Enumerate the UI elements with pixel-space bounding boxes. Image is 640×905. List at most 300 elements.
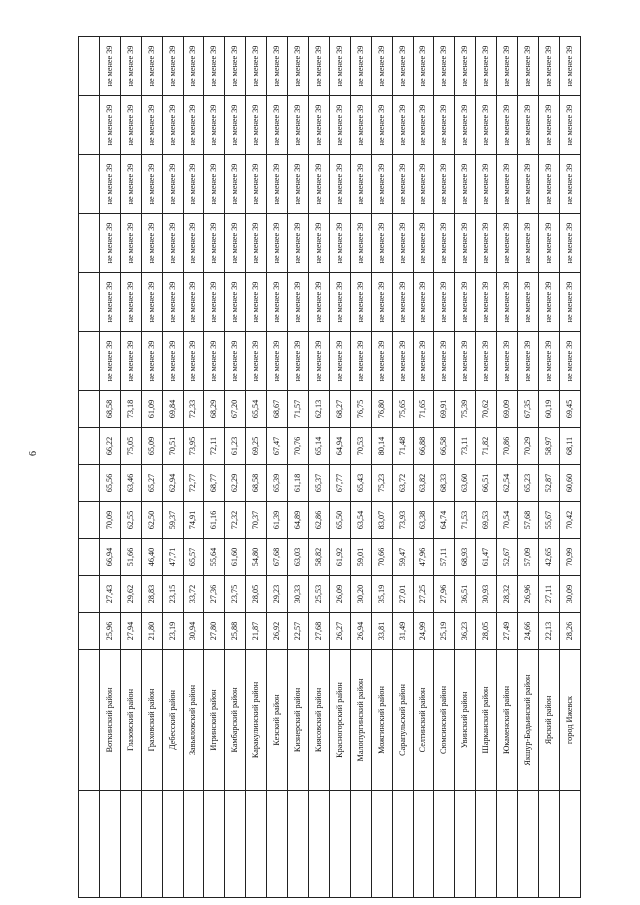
cell-value: 68,29 bbox=[209, 399, 219, 419]
table-cell bbox=[371, 428, 392, 465]
table-cell bbox=[120, 613, 141, 650]
district-name: Каракулинский район bbox=[251, 681, 261, 759]
table-cell bbox=[538, 650, 559, 791]
table-cell bbox=[371, 539, 392, 576]
cell-value: 61,09 bbox=[146, 399, 156, 419]
cell-value: 36,51 bbox=[460, 584, 470, 604]
table-cell bbox=[392, 155, 413, 214]
cell-value: 24,66 bbox=[522, 621, 532, 641]
blank-cell bbox=[79, 791, 100, 898]
target-value: не менее 39 bbox=[501, 281, 511, 323]
cell-value: 69,84 bbox=[167, 399, 177, 419]
cell-value: 26,09 bbox=[334, 584, 344, 604]
blank-cell bbox=[79, 465, 100, 502]
table-cell bbox=[392, 428, 413, 465]
target-value: не менее 39 bbox=[313, 104, 323, 146]
table-cell bbox=[538, 273, 559, 332]
table-cell bbox=[518, 539, 539, 576]
target-value: не менее 39 bbox=[104, 222, 114, 264]
table-cell bbox=[246, 332, 267, 391]
table-cell bbox=[538, 539, 559, 576]
table-cell bbox=[141, 428, 162, 465]
district-name: Шарканский район bbox=[481, 686, 491, 754]
target-value: не менее 39 bbox=[397, 104, 407, 146]
table-cell bbox=[518, 273, 539, 332]
table-band-target bbox=[79, 214, 581, 273]
cell-value: 67,77 bbox=[334, 473, 344, 493]
table-cell bbox=[559, 502, 580, 539]
cell-value: 24,99 bbox=[418, 621, 428, 641]
cell-value: 63,54 bbox=[355, 510, 365, 530]
cell-value: 28,05 bbox=[251, 584, 261, 604]
cell-value: 67,35 bbox=[522, 399, 532, 419]
table-cell bbox=[559, 465, 580, 502]
table-cell bbox=[392, 791, 413, 898]
table-cell bbox=[559, 37, 580, 96]
table-cell bbox=[204, 37, 225, 96]
blank-cell bbox=[79, 502, 100, 539]
table-cell bbox=[162, 273, 183, 332]
table-cell bbox=[497, 428, 518, 465]
table-cell bbox=[308, 214, 329, 273]
cell-value: 66,88 bbox=[418, 436, 428, 456]
target-value: не менее 39 bbox=[125, 222, 135, 264]
target-value: не менее 39 bbox=[564, 45, 574, 87]
cell-value: 69,09 bbox=[501, 399, 511, 419]
table-cell bbox=[392, 465, 413, 502]
target-value: не менее 39 bbox=[104, 104, 114, 146]
table-cell bbox=[99, 791, 120, 898]
cell-value: 26,27 bbox=[334, 621, 344, 641]
target-value: не менее 39 bbox=[209, 163, 219, 205]
table-cell bbox=[204, 791, 225, 898]
target-value: не менее 39 bbox=[292, 281, 302, 323]
table-cell bbox=[518, 214, 539, 273]
cell-value: 68,93 bbox=[460, 547, 470, 567]
table-cell bbox=[183, 502, 204, 539]
table-cell bbox=[308, 539, 329, 576]
table-cell bbox=[350, 613, 371, 650]
cell-value: 26,96 bbox=[522, 584, 532, 604]
table-cell bbox=[183, 96, 204, 155]
table-cell bbox=[120, 37, 141, 96]
cell-value: 72,11 bbox=[209, 436, 219, 456]
target-value: не менее 39 bbox=[376, 163, 386, 205]
table-cell bbox=[518, 502, 539, 539]
cell-value: 27,68 bbox=[313, 621, 323, 641]
target-value: не менее 39 bbox=[564, 163, 574, 205]
table-cell bbox=[392, 214, 413, 273]
table-cell bbox=[308, 391, 329, 428]
table-cell bbox=[120, 576, 141, 613]
cell-value: 65,57 bbox=[188, 547, 198, 567]
target-value: не менее 39 bbox=[104, 340, 114, 382]
target-value: не менее 39 bbox=[209, 45, 219, 87]
table-cell bbox=[371, 502, 392, 539]
table-cell bbox=[371, 650, 392, 791]
table-cell bbox=[267, 650, 288, 791]
target-value: не менее 39 bbox=[418, 163, 428, 205]
table-cell bbox=[559, 613, 580, 650]
district-name: Игринский район bbox=[209, 689, 219, 751]
target-value: не менее 39 bbox=[272, 163, 282, 205]
table-cell bbox=[392, 37, 413, 96]
cell-value: 71,65 bbox=[418, 399, 428, 419]
table-band-target bbox=[79, 96, 581, 155]
target-value: не менее 39 bbox=[481, 340, 491, 382]
cell-value: 70,09 bbox=[104, 510, 114, 530]
table-cell bbox=[413, 502, 434, 539]
cell-value: 64,74 bbox=[439, 510, 449, 530]
table-cell bbox=[246, 465, 267, 502]
cell-value: 76,75 bbox=[355, 399, 365, 419]
table-cell bbox=[476, 214, 497, 273]
table-cell bbox=[288, 613, 309, 650]
target-value: не менее 39 bbox=[376, 340, 386, 382]
table-cell bbox=[350, 650, 371, 791]
table-cell bbox=[518, 791, 539, 898]
cell-value: 70,51 bbox=[167, 436, 177, 456]
table-cell bbox=[559, 539, 580, 576]
table-cell bbox=[392, 391, 413, 428]
target-value: не менее 39 bbox=[564, 104, 574, 146]
table-cell bbox=[183, 214, 204, 273]
cell-value: 65,54 bbox=[251, 399, 261, 419]
table-cell bbox=[434, 428, 455, 465]
table-cell bbox=[99, 273, 120, 332]
table-cell bbox=[120, 502, 141, 539]
cell-value: 68,58 bbox=[104, 399, 114, 419]
table-cell bbox=[413, 650, 434, 791]
table-band-target bbox=[79, 273, 581, 332]
table-cell bbox=[455, 465, 476, 502]
table-cell bbox=[204, 650, 225, 791]
district-name: Сюмсинский район bbox=[439, 685, 449, 755]
table-cell bbox=[434, 155, 455, 214]
table-cell bbox=[392, 539, 413, 576]
table-cell bbox=[246, 391, 267, 428]
table-cell bbox=[329, 465, 350, 502]
cell-value: 70,86 bbox=[501, 436, 511, 456]
table-cell bbox=[559, 576, 580, 613]
table-cell bbox=[371, 273, 392, 332]
cell-value: 29,23 bbox=[272, 584, 282, 604]
cell-value: 72,33 bbox=[188, 399, 198, 419]
cell-value: 65,50 bbox=[334, 510, 344, 530]
table-cell bbox=[392, 576, 413, 613]
target-value: не менее 39 bbox=[188, 104, 198, 146]
cell-value: 68,11 bbox=[564, 436, 574, 456]
table-cell bbox=[559, 428, 580, 465]
cell-value: 27,11 bbox=[543, 584, 553, 604]
table-cell bbox=[455, 214, 476, 273]
cell-value: 28,05 bbox=[481, 621, 491, 641]
table-cell bbox=[288, 214, 309, 273]
cell-value: 71,48 bbox=[397, 436, 407, 456]
table-cell bbox=[267, 96, 288, 155]
table-cell bbox=[267, 502, 288, 539]
target-value: не менее 39 bbox=[292, 163, 302, 205]
table-cell bbox=[162, 465, 183, 502]
cell-value: 36,23 bbox=[460, 621, 470, 641]
table-cell bbox=[225, 37, 246, 96]
cell-value: 70,42 bbox=[564, 510, 574, 530]
target-value: не менее 39 bbox=[313, 340, 323, 382]
table-cell bbox=[141, 502, 162, 539]
table-cell bbox=[371, 37, 392, 96]
table-cell bbox=[518, 155, 539, 214]
target-value: не менее 39 bbox=[543, 281, 553, 323]
table-cell bbox=[329, 391, 350, 428]
cell-value: 22,13 bbox=[543, 621, 553, 641]
cell-value: 62,50 bbox=[146, 510, 156, 530]
table-cell bbox=[518, 428, 539, 465]
table-cell bbox=[225, 650, 246, 791]
cell-value: 23,75 bbox=[230, 584, 240, 604]
table-cell bbox=[267, 214, 288, 273]
table-cell bbox=[162, 539, 183, 576]
cell-value: 52,87 bbox=[543, 473, 553, 493]
cell-value: 61,47 bbox=[481, 547, 491, 567]
target-value: не менее 39 bbox=[188, 281, 198, 323]
table-cell bbox=[308, 502, 329, 539]
cell-value: 70,54 bbox=[501, 510, 511, 530]
target-value: не менее 39 bbox=[230, 104, 240, 146]
table-cell bbox=[162, 332, 183, 391]
table-cell bbox=[204, 273, 225, 332]
target-value: не менее 39 bbox=[418, 45, 428, 87]
target-value: не менее 39 bbox=[146, 222, 156, 264]
table-cell bbox=[246, 613, 267, 650]
table-cell bbox=[329, 428, 350, 465]
table-cell bbox=[99, 391, 120, 428]
cell-value: 76,80 bbox=[376, 399, 386, 419]
table-cell bbox=[308, 96, 329, 155]
table-cell bbox=[371, 613, 392, 650]
table-cell bbox=[329, 539, 350, 576]
table-cell bbox=[288, 539, 309, 576]
target-value: не менее 39 bbox=[522, 340, 532, 382]
table-cell bbox=[538, 465, 559, 502]
cell-value: 61,60 bbox=[230, 547, 240, 567]
table-cell bbox=[392, 273, 413, 332]
table-cell bbox=[434, 539, 455, 576]
cell-value: 63,82 bbox=[418, 473, 428, 493]
cell-value: 27,36 bbox=[209, 584, 219, 604]
target-value: не менее 39 bbox=[355, 281, 365, 323]
table-cell bbox=[434, 37, 455, 96]
table-cell bbox=[455, 428, 476, 465]
table-cell bbox=[329, 155, 350, 214]
table-band-val bbox=[79, 391, 581, 428]
table-cell bbox=[141, 96, 162, 155]
cell-value: 25,53 bbox=[313, 584, 323, 604]
target-value: не менее 39 bbox=[209, 222, 219, 264]
cell-value: 69,25 bbox=[251, 436, 261, 456]
target-value: не менее 39 bbox=[334, 45, 344, 87]
cell-value: 47,71 bbox=[167, 547, 177, 567]
cell-value: 27,01 bbox=[397, 584, 407, 604]
target-value: не менее 39 bbox=[125, 163, 135, 205]
target-value: не менее 39 bbox=[376, 45, 386, 87]
table-cell bbox=[99, 428, 120, 465]
table-cell bbox=[162, 650, 183, 791]
cell-value: 64,89 bbox=[292, 510, 302, 530]
table-cell bbox=[141, 650, 162, 791]
table-cell bbox=[288, 155, 309, 214]
cell-value: 65,39 bbox=[272, 473, 282, 493]
table-cell bbox=[204, 332, 225, 391]
target-value: не менее 39 bbox=[397, 45, 407, 87]
cell-value: 30,20 bbox=[355, 584, 365, 604]
table-cell bbox=[455, 96, 476, 155]
table-cell bbox=[99, 465, 120, 502]
table-grid bbox=[78, 36, 581, 898]
target-value: не менее 39 bbox=[397, 340, 407, 382]
table-cell bbox=[350, 428, 371, 465]
table-cell bbox=[371, 791, 392, 898]
table-cell bbox=[225, 332, 246, 391]
target-value: не менее 39 bbox=[564, 340, 574, 382]
table-cell bbox=[246, 428, 267, 465]
cell-value: 65,37 bbox=[313, 473, 323, 493]
table-cell bbox=[476, 791, 497, 898]
district-name: Селтинский район bbox=[418, 687, 428, 753]
district-name: Ярский район bbox=[543, 695, 553, 745]
table-cell bbox=[476, 155, 497, 214]
table-cell bbox=[434, 465, 455, 502]
table-cell bbox=[99, 37, 120, 96]
cell-value: 60,60 bbox=[564, 473, 574, 493]
district-name: Кизнерский район bbox=[292, 687, 302, 753]
table-cell bbox=[120, 155, 141, 214]
target-value: не менее 39 bbox=[397, 163, 407, 205]
table-cell bbox=[538, 96, 559, 155]
table-cell bbox=[183, 332, 204, 391]
table-cell bbox=[455, 791, 476, 898]
cell-value: 67,47 bbox=[272, 436, 282, 456]
table-cell bbox=[162, 428, 183, 465]
target-value: не менее 39 bbox=[230, 163, 240, 205]
table-cell bbox=[559, 650, 580, 791]
cell-value: 26,92 bbox=[272, 621, 282, 641]
table-cell bbox=[141, 273, 162, 332]
table-cell bbox=[497, 465, 518, 502]
cell-value: 80,14 bbox=[376, 436, 386, 456]
table-cell bbox=[308, 428, 329, 465]
district-name: город Ижевск bbox=[564, 696, 574, 744]
cell-value: 59,37 bbox=[167, 510, 177, 530]
target-value: не менее 39 bbox=[167, 222, 177, 264]
cell-value: 69,91 bbox=[439, 399, 449, 419]
cell-value: 57,09 bbox=[522, 547, 532, 567]
table-cell bbox=[455, 391, 476, 428]
target-value: не менее 39 bbox=[418, 281, 428, 323]
cell-value: 65,23 bbox=[522, 473, 532, 493]
target-value: не менее 39 bbox=[209, 281, 219, 323]
table-cell bbox=[434, 791, 455, 898]
cell-value: 68,58 bbox=[251, 473, 261, 493]
table-cell bbox=[267, 576, 288, 613]
cell-value: 73,95 bbox=[188, 436, 198, 456]
cell-value: 72,77 bbox=[188, 473, 198, 493]
target-value: не менее 39 bbox=[439, 163, 449, 205]
table-cell bbox=[559, 791, 580, 898]
table-cell bbox=[329, 613, 350, 650]
cell-value: 55,64 bbox=[209, 547, 219, 567]
table-cell bbox=[476, 465, 497, 502]
target-value: не менее 39 bbox=[251, 163, 261, 205]
target-value: не менее 39 bbox=[313, 281, 323, 323]
target-value: не менее 39 bbox=[334, 222, 344, 264]
table-cell bbox=[413, 791, 434, 898]
cell-value: 51,66 bbox=[125, 547, 135, 567]
table-cell bbox=[225, 576, 246, 613]
cell-value: 65,56 bbox=[104, 473, 114, 493]
cell-value: 61,92 bbox=[334, 547, 344, 567]
target-value: не менее 39 bbox=[167, 340, 177, 382]
table-cell bbox=[267, 791, 288, 898]
table-cell bbox=[204, 576, 225, 613]
target-value: не менее 39 bbox=[355, 222, 365, 264]
target-value: не менее 39 bbox=[251, 340, 261, 382]
table-cell bbox=[246, 539, 267, 576]
blank-cell bbox=[79, 428, 100, 465]
target-value: не менее 39 bbox=[355, 104, 365, 146]
table-cell bbox=[329, 273, 350, 332]
cell-value: 70,37 bbox=[251, 510, 261, 530]
cell-value: 65,09 bbox=[146, 436, 156, 456]
table-cell bbox=[413, 214, 434, 273]
district-name: Дебесский район bbox=[167, 690, 177, 750]
cell-value: 59,47 bbox=[397, 547, 407, 567]
cell-value: 21,80 bbox=[146, 621, 156, 641]
table-cell bbox=[434, 214, 455, 273]
table-cell bbox=[518, 465, 539, 502]
target-value: не менее 39 bbox=[522, 45, 532, 87]
table-cell bbox=[183, 37, 204, 96]
table-cell bbox=[434, 96, 455, 155]
table-cell bbox=[392, 332, 413, 391]
table-cell bbox=[162, 155, 183, 214]
cell-value: 30,33 bbox=[292, 584, 302, 604]
table-cell bbox=[246, 791, 267, 898]
table-cell bbox=[476, 650, 497, 791]
table-cell bbox=[538, 576, 559, 613]
target-value: не менее 39 bbox=[251, 104, 261, 146]
cell-value: 47,96 bbox=[418, 547, 428, 567]
cell-value: 23,19 bbox=[167, 621, 177, 641]
table-cell bbox=[183, 428, 204, 465]
table-cell bbox=[120, 791, 141, 898]
cell-value: 33,72 bbox=[188, 584, 198, 604]
table-cell bbox=[538, 391, 559, 428]
target-value: не менее 39 bbox=[167, 45, 177, 87]
cell-value: 31,49 bbox=[397, 621, 407, 641]
cell-value: 68,27 bbox=[334, 399, 344, 419]
target-value: не менее 39 bbox=[313, 45, 323, 87]
table-cell bbox=[308, 791, 329, 898]
table-cell bbox=[518, 332, 539, 391]
table-cell bbox=[183, 650, 204, 791]
target-value: не менее 39 bbox=[439, 45, 449, 87]
table-band-name bbox=[79, 650, 581, 791]
table-cell bbox=[497, 214, 518, 273]
table-band-val bbox=[79, 539, 581, 576]
cell-value: 75,05 bbox=[125, 436, 135, 456]
blank-cell bbox=[79, 391, 100, 428]
blank-cell bbox=[79, 576, 100, 613]
